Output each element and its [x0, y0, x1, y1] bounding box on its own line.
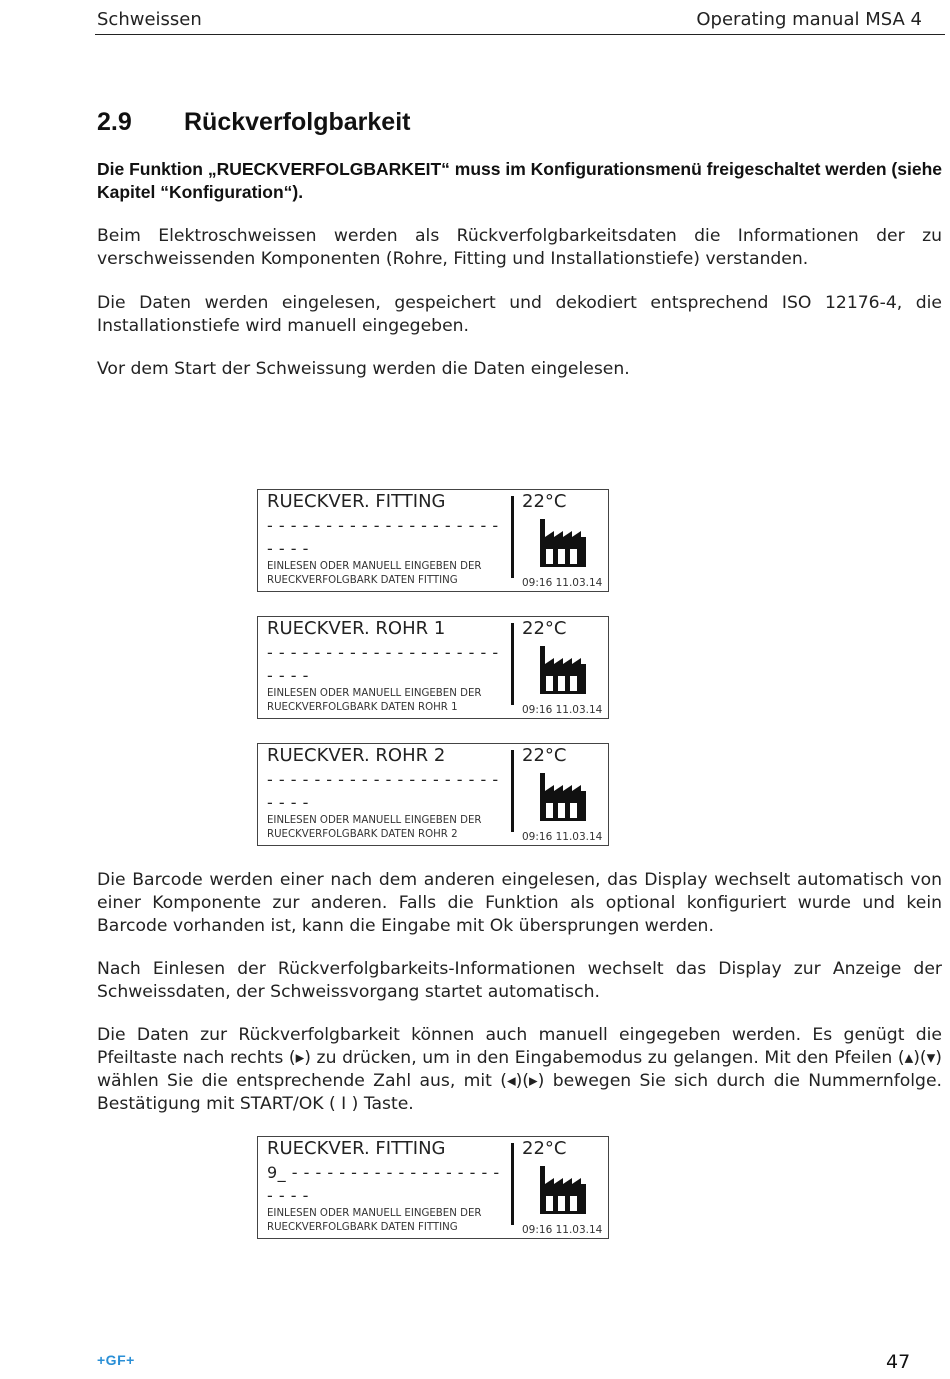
header-right: Operating manual MSA 4: [696, 9, 922, 30]
factory-icon: [540, 519, 586, 567]
section-title: Rückverfolgbarkeit: [184, 108, 411, 136]
paragraph-barcode: Die Barcode werden einer nach dem anderen eingelesen, das Display wechselt automatisch von einer Komponente zur anderen. Falls die Funktion als optional konfiguriert wurde und kein Barcode vorhanden ist, kann die Eingabe mit Ok übersprungen werden.: [97, 870, 942, 936]
display-screen-fitting-entry: [257, 1136, 609, 1239]
manual-text-b: ) zu drücken, um in den Eingabemodus zu gelangen. Mit den Pfeilen (: [304, 1048, 905, 1068]
screen-message-line-1: EINLESEN ODER MANUELL EINGEBEN DER: [267, 561, 482, 572]
screen-input-line-1: - - - - - - - - - - - - - - - - - - - -: [267, 643, 499, 662]
arrow-right-icon: ▸: [295, 1048, 305, 1068]
screen-title: RUECKVER. FITTING: [267, 1138, 446, 1159]
manual-text-d: ) wählen Sie die entsprechende Zahl aus, mit (: [97, 1048, 942, 1091]
screen-message-line-1: EINLESEN ODER MANUELL EINGEBEN DER: [267, 688, 482, 699]
screen-message-line-1: EINLESEN ODER MANUELL EINGEBEN DER: [267, 815, 482, 826]
screen-input-line-2: - - - -: [267, 666, 309, 685]
screen-temperature: 22°C: [522, 745, 567, 766]
screen-message-line-1: EINLESEN ODER MANUELL EINGEBEN DER: [267, 1208, 482, 1219]
screen-message-line-2: RUECKVERFOLGBARK DATEN FITTING: [267, 575, 458, 586]
page-number: 47: [886, 1351, 911, 1373]
screen-input-line-2: - - - -: [267, 793, 309, 812]
screen-divider: [511, 1143, 514, 1225]
arrow-right-icon: ▸: [529, 1071, 538, 1091]
display-screen-rohr-2: [257, 743, 609, 846]
screen-input-line-1: 9_ - - - - - - - - - - - - - - - - - -: [267, 1163, 500, 1182]
screen-divider: [511, 496, 514, 578]
screen-input-line-2: - - - -: [267, 1186, 309, 1205]
paragraph-manual-entry: [97, 1024, 942, 1116]
manual-text-f: ) bewegen Sie sich durch die Nummernfolge. Bestätigung mit START/OK ( I ) Taste.: [97, 1071, 942, 1114]
factory-icon: [540, 646, 586, 694]
screen-datetime: 09:16 11.03.14: [522, 831, 603, 843]
section-number: 2.9: [97, 108, 132, 136]
arrow-up-icon: ▴: [904, 1048, 914, 1068]
screen-message-line-2: RUECKVERFOLGBARK DATEN ROHR 1: [267, 702, 458, 713]
manual-text-c: )(: [913, 1048, 927, 1068]
paragraph-before-start: Vor dem Start der Schweissung werden die Daten eingelesen.: [97, 359, 630, 379]
screen-input-line-1: - - - - - - - - - - - - - - - - - - - -: [267, 770, 499, 789]
screen-title: RUECKVER. ROHR 2: [267, 745, 446, 766]
screen-datetime: 09:16 11.03.14: [522, 704, 603, 716]
manual-text-a: Die Daten zur Rückverfolgbarkeit können auch manuell eingegeben werden. Es genügt die Pfeiltaste nach rechts (: [97, 1025, 942, 1068]
manual-text-e: )(: [515, 1071, 530, 1091]
screen-divider: [511, 750, 514, 832]
screen-input-line-1: - - - - - - - - - - - - - - - - - - - -: [267, 516, 499, 535]
screen-message-line-2: RUECKVERFOLGBARK DATEN ROHR 2: [267, 829, 458, 840]
paragraph-config-note: Die Funktion „RUECKVERFOLGBARKEIT“ muss im Konfigurationsmenü freigeschaltet werden (siehe Kapitel “Konfiguration“).: [97, 159, 942, 202]
section-heading: [97, 108, 410, 137]
screen-title: RUECKVER. ROHR 1: [267, 618, 446, 639]
paragraph-iso: Die Daten werden eingelesen, gespeichert und dekodiert entsprechend ISO 12176-4, die Installationstiefe wird manuell eingegeben.: [97, 293, 942, 336]
paragraph-definition: Beim Elektroschweissen werden als Rückverfolgbarkeitsdaten die Informationen der zu verschweissenden Komponenten (Rohre, Fitting und Installationstiefe) verstanden.: [97, 226, 942, 269]
header-left: Schweissen: [97, 9, 202, 30]
screen-temperature: 22°C: [522, 491, 567, 512]
gf-logo: +GF+: [97, 1352, 135, 1368]
screen-datetime: 09:16 11.03.14: [522, 577, 603, 589]
screen-input-line-2: - - - -: [267, 539, 309, 558]
display-screen-fitting: [257, 489, 609, 592]
paragraph-after-read: Nach Einlesen der Rückverfolgbarkeits-Informationen wechselt das Display zur Anzeige der Schweissdaten, der Schweissvorgang startet automatisch.: [97, 959, 942, 1002]
screen-temperature: 22°C: [522, 618, 567, 639]
arrow-left-icon: ◂: [506, 1071, 516, 1091]
header-rule: [95, 34, 945, 35]
screen-temperature: 22°C: [522, 1138, 567, 1159]
screen-message-line-2: RUECKVERFOLGBARK DATEN FITTING: [267, 1222, 458, 1233]
factory-icon: [540, 773, 586, 821]
arrow-down-icon: ▾: [926, 1048, 936, 1068]
screen-title: RUECKVER. FITTING: [267, 491, 446, 512]
factory-icon: [540, 1166, 586, 1214]
display-screen-rohr-1: [257, 616, 609, 719]
screen-divider: [511, 623, 514, 705]
screen-datetime: 09:16 11.03.14: [522, 1224, 603, 1236]
